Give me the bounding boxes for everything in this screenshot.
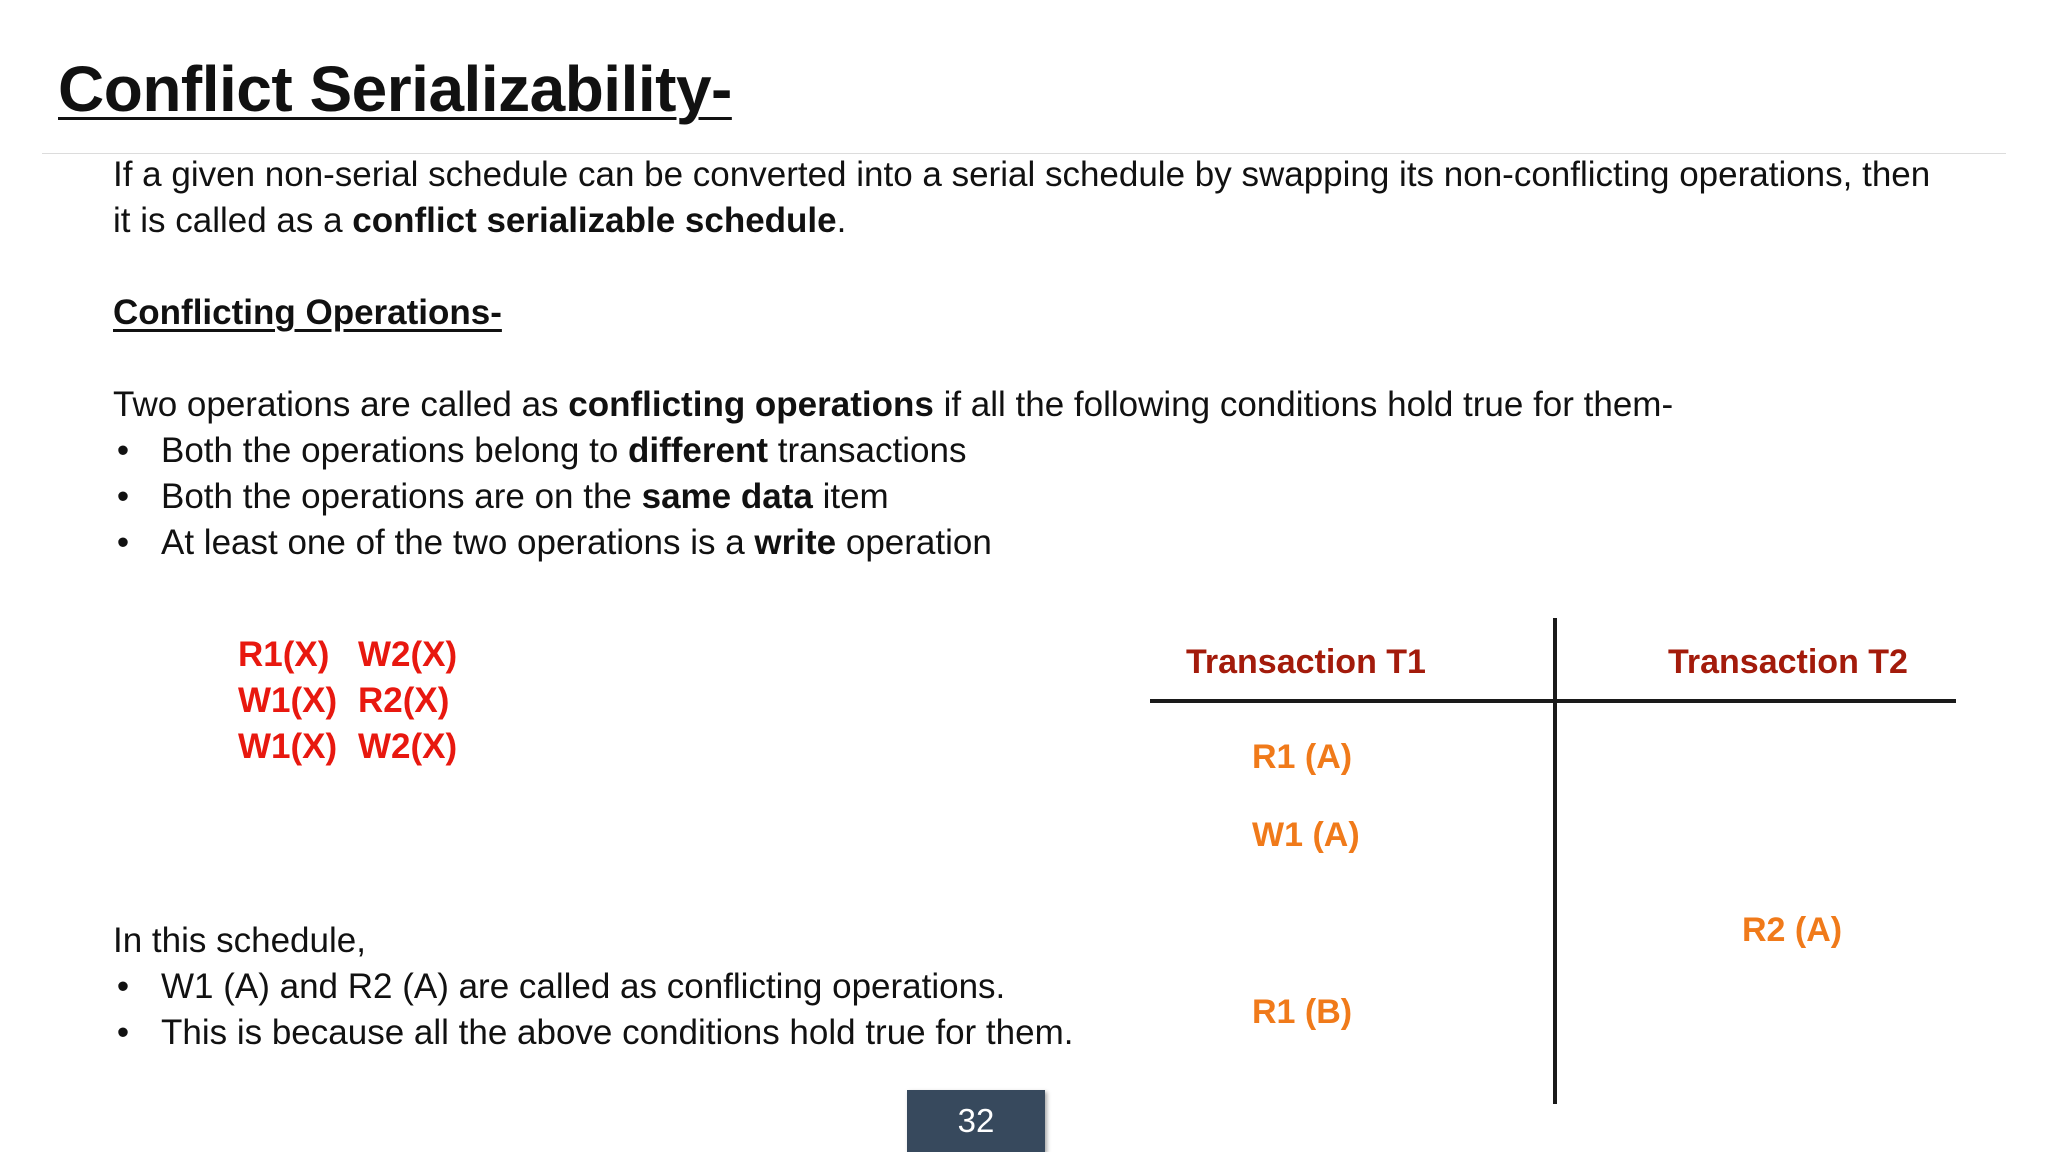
conflict-pair — [238, 678, 457, 724]
t1-operation: R1 (B) — [1252, 993, 1353, 1031]
condition-text-end: operation — [836, 523, 992, 562]
condition-item — [113, 428, 992, 474]
schedule-diagram — [1150, 618, 1960, 1104]
summary-list — [113, 964, 1073, 1056]
summary-item — [113, 1010, 1073, 1056]
definition-paragraph — [113, 152, 1933, 244]
condition-item — [113, 474, 992, 520]
intro-text: Two operations are called as — [113, 385, 569, 424]
intro-text-end: if all the following conditions hold true for them- — [933, 385, 1674, 424]
conflict-pair — [238, 724, 457, 770]
header-divider — [1150, 699, 1956, 703]
bullet-icon: • — [116, 431, 130, 470]
t1-operation: W1 (A) — [1252, 816, 1360, 854]
pair-second-op: W2(X) — [358, 727, 458, 766]
conditions-list — [113, 428, 992, 566]
header-transaction-t1: Transaction T1 — [1186, 643, 1426, 681]
summary-intro: In this schedule, — [113, 921, 366, 960]
condition-text: Both the operations belong to — [161, 431, 629, 470]
conflicting-operations-heading: Conflicting Operations- — [113, 293, 502, 332]
condition-text: Both the operations are on the — [161, 477, 642, 516]
conflict-pairs — [238, 632, 457, 770]
pair-first-op: W1(X) — [238, 681, 338, 720]
condition-text-end: item — [812, 477, 889, 516]
definition-end: . — [836, 201, 847, 240]
bullet-icon: • — [116, 523, 130, 562]
condition-bold: different — [628, 431, 769, 470]
header-transaction-t2: Transaction T2 — [1668, 643, 1908, 681]
slide-title: Conflict Serializability- — [58, 53, 732, 125]
summary-text: W1 (A) and R2 (A) are called as conflicting operations. — [161, 967, 1006, 1006]
page-number-badge: 32 — [907, 1090, 1045, 1152]
bullet-icon: • — [116, 967, 130, 1006]
t2-operation: R2 (A) — [1742, 911, 1843, 949]
t1-operation: R1 (A) — [1252, 738, 1353, 776]
bullet-icon: • — [116, 477, 130, 516]
definition-text: If a given non-serial schedule can be converted into a serial schedule by swapping its non-conflicting operations, then it is called as a — [113, 155, 1931, 240]
condition-text-end: transactions — [768, 431, 967, 470]
pair-first-op: R1(X) — [238, 635, 330, 674]
pair-second-op: W2(X) — [358, 635, 458, 674]
conflict-pair — [238, 632, 457, 678]
definition-bold-term: conflict serializable schedule — [352, 201, 837, 240]
condition-bold: write — [754, 523, 837, 562]
condition-item — [113, 520, 992, 566]
conditions-intro — [113, 382, 1673, 428]
condition-bold: same data — [641, 477, 813, 516]
bullet-icon: • — [116, 1013, 130, 1052]
column-divider — [1553, 618, 1557, 1104]
summary-text: This is because all the above conditions hold true for them. — [161, 1013, 1074, 1052]
condition-text: At least one of the two operations is a — [161, 523, 755, 562]
pair-second-op: R2(X) — [358, 681, 450, 720]
intro-bold-term: conflicting operations — [568, 385, 934, 424]
pair-first-op: W1(X) — [238, 727, 338, 766]
summary-item — [113, 964, 1073, 1010]
